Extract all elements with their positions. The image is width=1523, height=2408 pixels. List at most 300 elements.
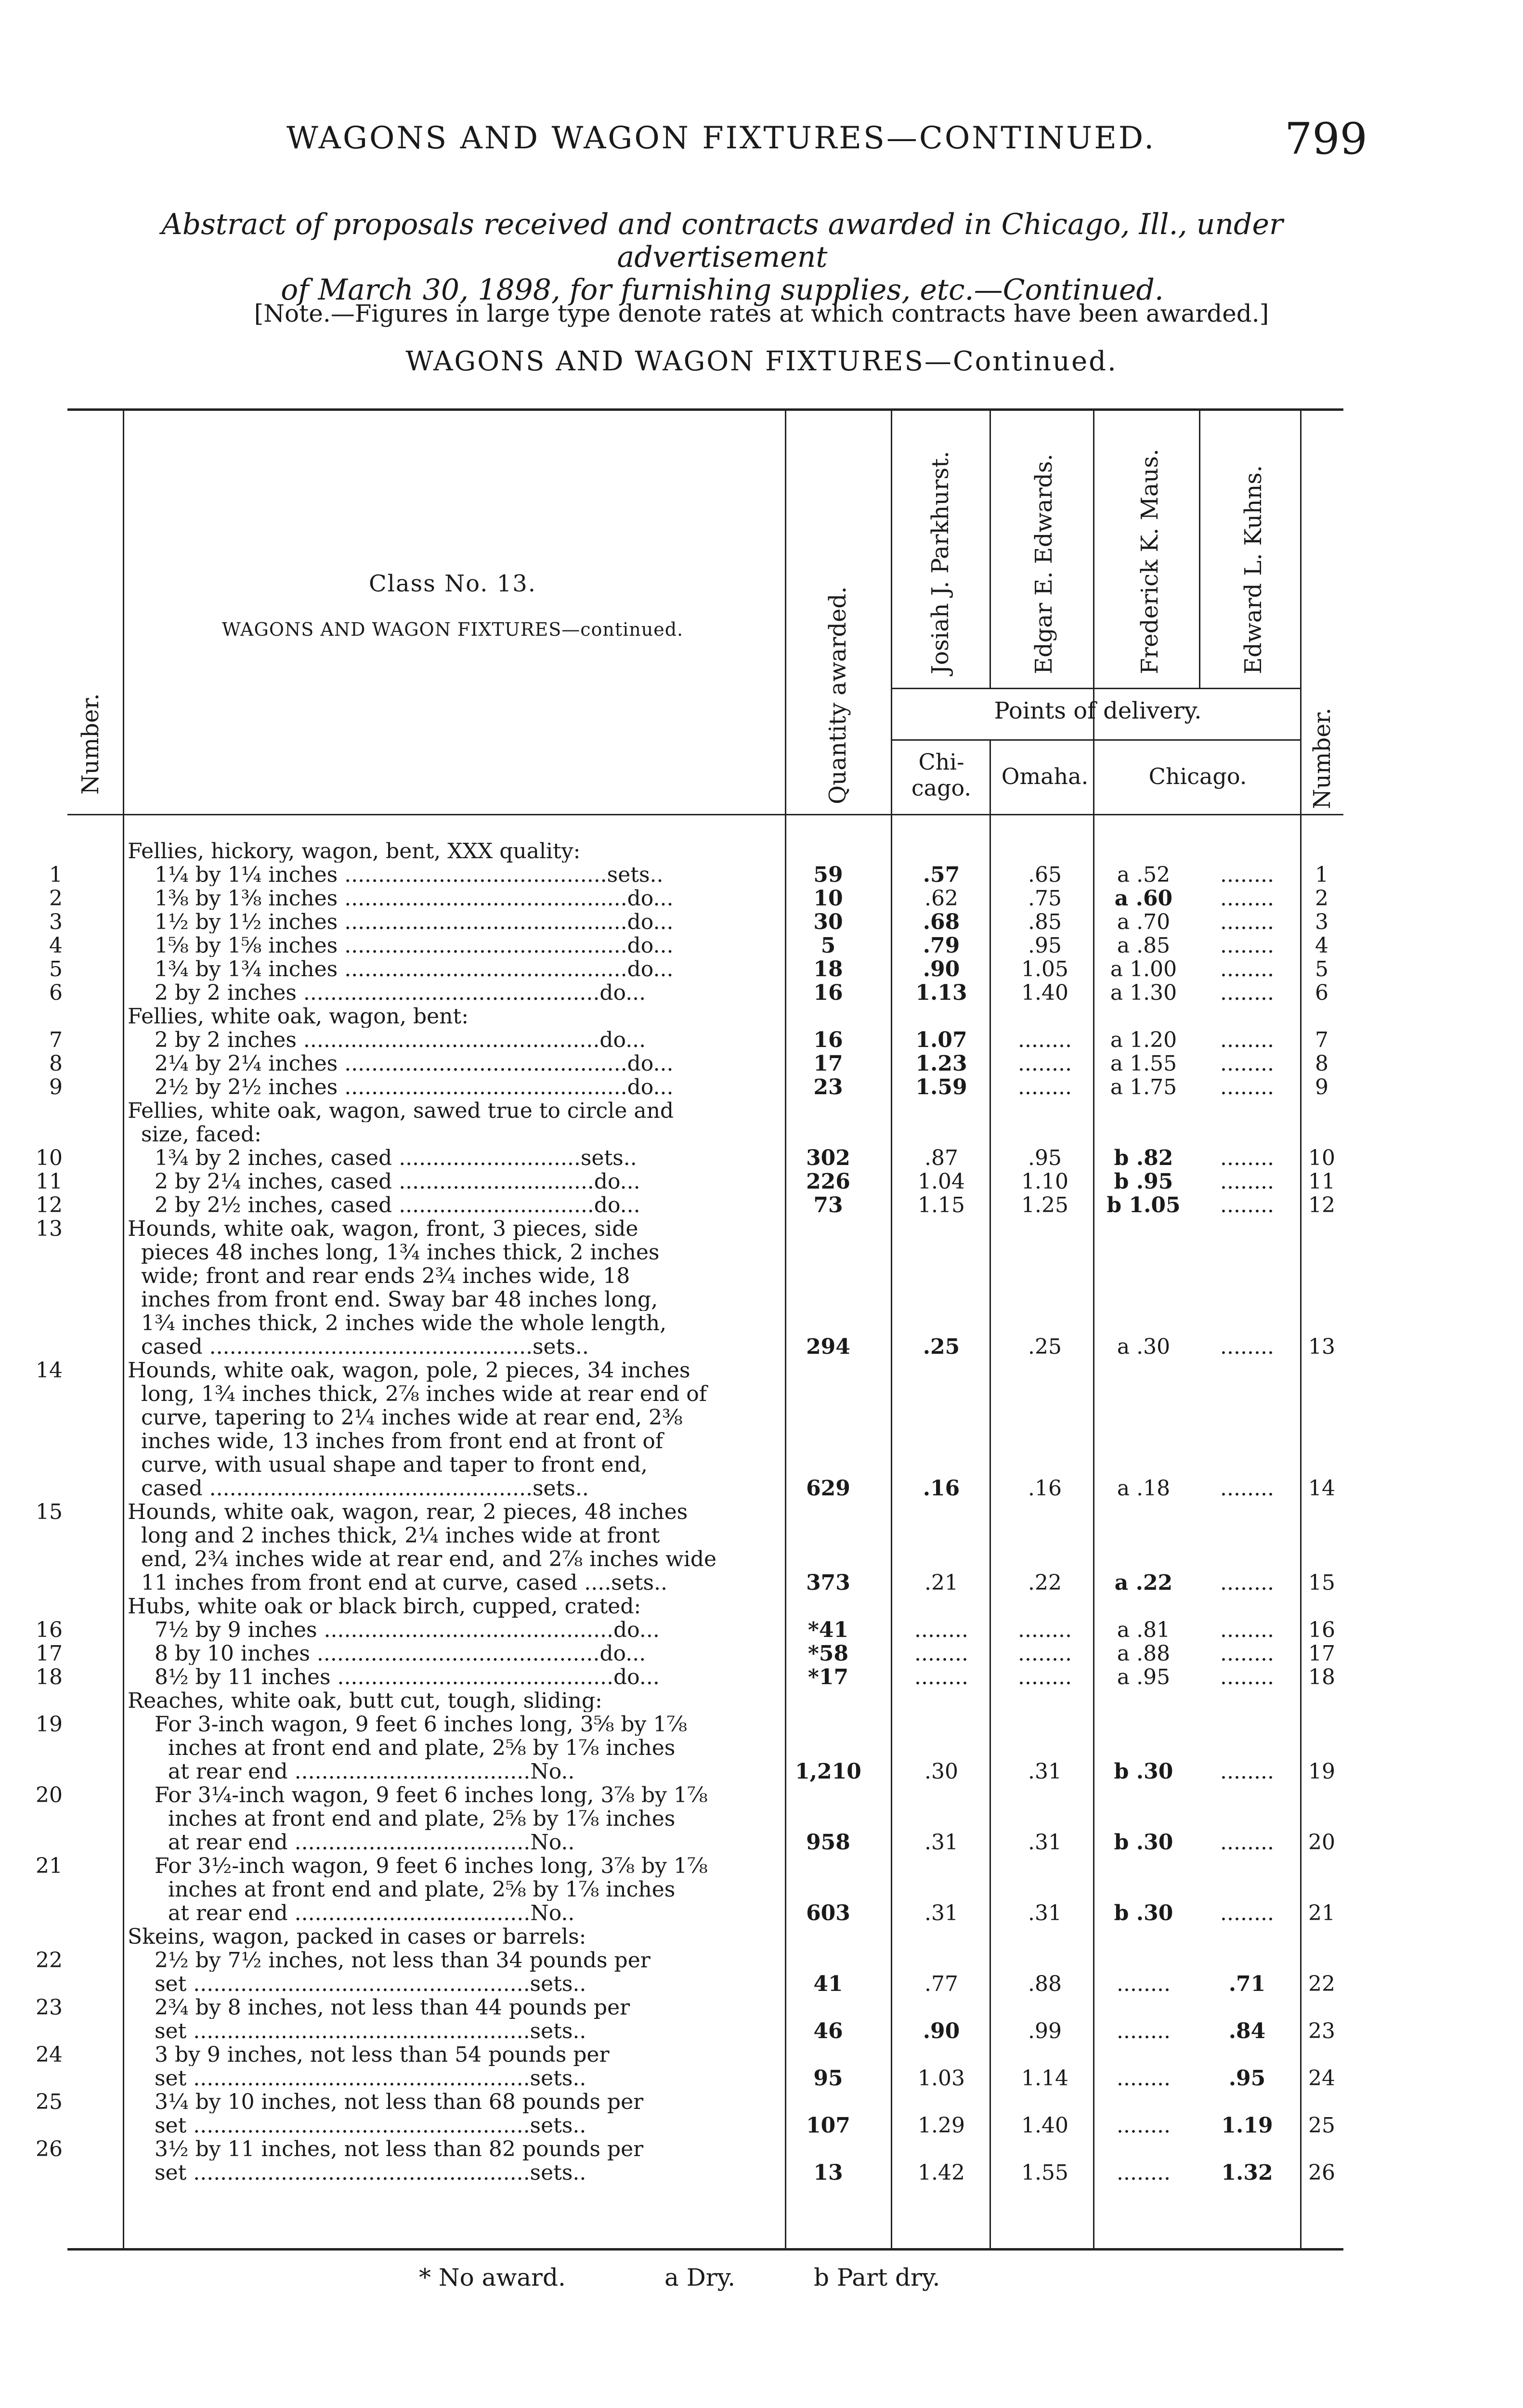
quantity-awarded: 629: [806, 1476, 850, 1501]
row-number: 26: [36, 2137, 63, 2161]
row-number: 21: [36, 1854, 63, 1878]
table-row: [0, 911, 1523, 933]
row-description: Hounds, white oak, wagon, rear, 2 pieces, 48 inches: [128, 1501, 688, 1523]
bid-parkhurst: 1.13: [915, 981, 967, 1005]
bid-maus: a .81: [1117, 1618, 1171, 1642]
quantity-label: Quantity awarded.: [824, 586, 851, 804]
footnote-no-award: * No award.: [419, 2264, 566, 2291]
bid-edwards: .16: [1028, 1476, 1062, 1501]
row-number-right: 12: [1308, 1193, 1335, 1217]
table-row: [0, 1147, 1523, 1169]
bid-edwards: .95: [1028, 933, 1062, 958]
row-description: inches at front end and plate, 2⅝ by 1⅞ inches: [128, 1879, 676, 1901]
quantity-awarded: 16: [813, 1028, 843, 1052]
table-row: [0, 2115, 1523, 2137]
section-title: WAGONS AND WAGON FIXTURES—Continued.: [405, 346, 1118, 377]
table-row: [0, 864, 1523, 886]
row-number-right: 15: [1308, 1570, 1335, 1595]
bid-parkhurst: .25: [923, 1335, 960, 1359]
row-description: wide; front and rear ends 2¾ inches wide, 18: [128, 1265, 630, 1287]
table-row: [0, 1997, 1523, 2019]
quantity-awarded: 73: [813, 1193, 843, 1217]
row-description: cased ................................................sets..: [128, 1336, 589, 1358]
table-row: [0, 1619, 1523, 1641]
bid-kuhns: 1.32: [1221, 2160, 1273, 2185]
page-number: 799: [1285, 114, 1367, 164]
delivery-chicago-1: Chi-cago.: [911, 749, 972, 801]
table-row: [0, 1596, 1523, 1618]
row-description: Fellies, white oak, wagon, sawed true to circle and: [128, 1100, 674, 1122]
row-description: 3 by 9 inches, not less than 54 pounds per: [128, 2044, 610, 2066]
bid-kuhns: ........: [1220, 1335, 1274, 1359]
bid-edwards: .31: [1028, 1901, 1062, 1925]
row-description: Fellies, white oak, wagon, bent:: [128, 1006, 469, 1028]
row-description: long and 2 inches thick, 2¼ inches wide at front: [128, 1525, 660, 1547]
row-description: Hounds, white oak, wagon, pole, 2 pieces, 34 inches: [128, 1360, 690, 1382]
table-row: [0, 1784, 1523, 1806]
row-description: 3¼ by 10 inches, not less than 68 pounds per: [128, 2091, 644, 2113]
quantity-awarded: 13: [813, 2160, 843, 2185]
bid-kuhns: ........: [1220, 1476, 1274, 1501]
row-number: 3: [49, 910, 63, 934]
row-description: at rear end ...................................No..: [128, 1832, 575, 1854]
table-row: [0, 1336, 1523, 1358]
table-row: [0, 1029, 1523, 1051]
class-subtitle: WAGONS AND WAGON FIXTURES—continued.: [221, 619, 684, 640]
row-number: 14: [36, 1358, 63, 1383]
abstract-heading: [87, 208, 1358, 306]
row-description: Fellies, hickory, wagon, bent, XXX quality:: [128, 840, 581, 863]
bid-kuhns: ........: [1220, 957, 1274, 982]
table-row: [0, 1289, 1523, 1311]
bid-kuhns: ........: [1220, 1570, 1274, 1595]
row-number: 16: [36, 1618, 63, 1642]
bid-edwards: .22: [1028, 1570, 1062, 1595]
row-description: 2½ by 7½ inches, not less than 34 pounds per: [128, 1950, 651, 1972]
row-number-right: 5: [1315, 957, 1328, 982]
bid-kuhns: ........: [1220, 1618, 1274, 1642]
row-number-right: 24: [1308, 2066, 1335, 2091]
quantity-awarded: *17: [807, 1665, 849, 1689]
table-row: [0, 1855, 1523, 1877]
quantity-awarded: 958: [806, 1830, 850, 1855]
quantity-awarded: 302: [806, 1146, 850, 1170]
points-of-delivery: Points of delivery.: [994, 697, 1202, 724]
table-row: [0, 1383, 1523, 1405]
bid-parkhurst: .77: [924, 1972, 958, 1996]
bid-kuhns: ........: [1220, 1051, 1274, 1076]
bid-kuhns: ........: [1220, 1641, 1274, 1666]
table-row: [0, 1053, 1523, 1075]
table-row: [0, 1407, 1523, 1429]
row-description: Hubs, white oak or black birch, cupped, crated:: [128, 1596, 641, 1618]
bidder-2: Edgar E. Edwards.: [1030, 454, 1057, 674]
row-description: Hounds, white oak, wagon, front, 3 pieces, side: [128, 1218, 638, 1240]
bid-maus: a .30: [1117, 1335, 1171, 1359]
row-number: 9: [49, 1075, 63, 1099]
row-description: 1¾ inches thick, 2 inches wide the whole length,: [128, 1312, 667, 1335]
bid-maus: a 1.30: [1110, 981, 1177, 1005]
row-number: 7: [49, 1028, 63, 1052]
bid-parkhurst: .31: [924, 1830, 958, 1855]
row-description: 1¼ by 1¼ inches .......................................sets..: [128, 864, 664, 886]
bid-edwards: ........: [1018, 1075, 1072, 1099]
row-number: 8: [49, 1051, 63, 1076]
bid-parkhurst: .16: [923, 1476, 960, 1501]
bid-edwards: .99: [1028, 2019, 1062, 2043]
row-number-right: 14: [1308, 1476, 1335, 1501]
row-description: inches from front end. Sway bar 48 inches long,: [128, 1289, 658, 1311]
table-row: [0, 1950, 1523, 1972]
bid-kuhns: 1.19: [1221, 2113, 1273, 2138]
table-row: [0, 982, 1523, 1004]
row-description: cased ................................................sets..: [128, 1478, 589, 1500]
row-number-right: 26: [1308, 2160, 1335, 2185]
bid-parkhurst: .79: [923, 933, 960, 958]
row-description: Skeins, wagon, packed in cases or barrels:: [128, 1926, 586, 1948]
row-number: 22: [36, 1948, 63, 1973]
bid-maus: a .88: [1117, 1641, 1171, 1666]
row-description: Reaches, white oak, butt cut, tough, sliding:: [128, 1690, 602, 1712]
quantity-awarded: 373: [806, 1570, 850, 1595]
row-number: 18: [36, 1665, 63, 1689]
bid-maus: a .95: [1117, 1665, 1171, 1689]
table-row: [0, 1808, 1523, 1830]
row-number: 24: [36, 2042, 63, 2067]
bid-parkhurst: .30: [924, 1759, 958, 1784]
bid-kuhns: .95: [1228, 2066, 1266, 2091]
quantity-awarded: 603: [806, 1901, 850, 1925]
table-row: [0, 1100, 1523, 1122]
row-number: 20: [36, 1783, 63, 1807]
quantity-awarded: 107: [806, 2113, 850, 2138]
table-row: [0, 1076, 1523, 1099]
row-description: set ..................................................sets..: [128, 2115, 586, 2137]
table-row: [0, 935, 1523, 957]
table-row: [0, 1430, 1523, 1453]
row-description: 2½ by 2½ inches ..........................................do...: [128, 1076, 674, 1099]
bid-edwards: ........: [1018, 1051, 1072, 1076]
footnote-part-dry: b Part dry.: [814, 2264, 940, 2291]
delivery-chicago-2: Chicago.: [1148, 763, 1247, 789]
row-description: end, 2¾ inches wide at rear end, and 2⅞ inches wide: [128, 1548, 717, 1570]
bid-kuhns: ........: [1220, 886, 1274, 911]
row-description: pieces 48 inches long, 1¾ inches thick, 2 inches: [128, 1242, 660, 1264]
bid-maus: a .22: [1114, 1570, 1173, 1595]
row-number-right: 6: [1315, 981, 1328, 1005]
bid-maus: ........: [1117, 2160, 1171, 2185]
row-number-right: 25: [1308, 2113, 1335, 2138]
row-description: 7½ by 9 inches ...........................................do...: [128, 1619, 660, 1641]
row-number-right: 20: [1308, 1830, 1335, 1855]
row-description: long, 1¾ inches thick, 2⅞ inches wide at rear end of: [128, 1383, 707, 1405]
bid-edwards: .25: [1028, 1335, 1062, 1359]
bid-maus: b .30: [1114, 1830, 1173, 1855]
bid-parkhurst: .57: [923, 863, 960, 887]
row-description: 2 by 2½ inches, cased .............................do...: [128, 1194, 640, 1217]
table-row: [0, 1454, 1523, 1476]
bid-edwards: ........: [1018, 1641, 1072, 1666]
bid-parkhurst: .31: [924, 1901, 958, 1925]
quantity-awarded: 294: [806, 1335, 850, 1359]
bid-edwards: .88: [1028, 1972, 1062, 1996]
row-number: 19: [36, 1712, 63, 1737]
footnote-dry: a Dry.: [664, 2264, 736, 2291]
bid-kuhns: ........: [1220, 910, 1274, 934]
bid-kuhns: ........: [1220, 1830, 1274, 1855]
table-row: [0, 1124, 1523, 1146]
bidder-1: Josiah J. Parkhurst.: [927, 451, 954, 674]
row-description: at rear end ...................................No..: [128, 1902, 575, 1924]
row-number-right: 10: [1308, 1146, 1335, 1170]
table-row: [0, 1690, 1523, 1712]
bid-edwards: 1.40: [1021, 981, 1068, 1005]
bid-maus: a 1.55: [1110, 1051, 1177, 1076]
bid-maus: a 1.00: [1110, 957, 1177, 982]
quantity-awarded: 226: [806, 1169, 850, 1194]
bid-parkhurst: 1.04: [918, 1169, 965, 1194]
row-description: 1½ by 1½ inches ..........................................do...: [128, 911, 674, 933]
row-description: curve, with usual shape and taper to front end,: [128, 1454, 648, 1476]
pod-sub-rule: [891, 739, 1300, 741]
row-description: set ..................................................sets..: [128, 2162, 586, 2184]
bid-kuhns: ........: [1220, 1665, 1274, 1689]
bid-parkhurst: .62: [924, 886, 958, 911]
bid-edwards: ........: [1018, 1028, 1072, 1052]
table-top-rule: [67, 408, 1343, 411]
quantity-awarded: 95: [813, 2066, 843, 2091]
bid-kuhns: ........: [1220, 1901, 1274, 1925]
bid-kuhns: ........: [1220, 863, 1274, 887]
bid-kuhns: ........: [1220, 1028, 1274, 1052]
pod-rule: [891, 688, 1300, 689]
row-description: 2 by 2 inches ............................................do...: [128, 1029, 646, 1051]
abstract-line-1: Abstract of proposals received and contracts awarded in Chicago, Ill., under advertisement: [161, 208, 1283, 274]
row-number-right: 19: [1308, 1759, 1335, 1784]
bid-edwards: 1.55: [1021, 2160, 1068, 2185]
row-number-right: 11: [1308, 1169, 1335, 1194]
bid-kuhns: ........: [1220, 1075, 1274, 1099]
bid-parkhurst: .90: [923, 2019, 960, 2043]
table-row: [0, 1501, 1523, 1523]
bid-edwards: .65: [1028, 863, 1062, 887]
class-title: Class No. 13.: [368, 570, 537, 597]
bid-parkhurst: 1.07: [915, 1028, 967, 1052]
table-row: [0, 2068, 1523, 2090]
table-row: [0, 1006, 1523, 1028]
bid-kuhns: ........: [1220, 1146, 1274, 1170]
bid-parkhurst: 1.03: [918, 2066, 965, 2091]
table-row: [0, 840, 1523, 863]
row-number: 2: [49, 886, 63, 911]
quantity-awarded: *41: [807, 1618, 849, 1642]
bid-parkhurst: 1.42: [918, 2160, 965, 2185]
row-description: inches wide, 13 inches from front end at front of: [128, 1430, 664, 1453]
table-row: [0, 1879, 1523, 1901]
bid-parkhurst: .21: [924, 1570, 958, 1595]
row-description: 1⅜ by 1⅜ inches ..........................................do...: [128, 888, 674, 910]
table-row: [0, 1242, 1523, 1264]
table-row: [0, 2162, 1523, 2184]
row-description: 3½ by 11 inches, not less than 82 pounds per: [128, 2138, 644, 2160]
row-number-right: 2: [1315, 886, 1328, 911]
table-row: [0, 1902, 1523, 1924]
row-description: 8 by 10 inches ..........................................do...: [128, 1643, 646, 1665]
bid-maus: a 1.75: [1110, 1075, 1177, 1099]
row-description: inches at front end and plate, 2⅝ by 1⅞ inches: [128, 1808, 676, 1830]
row-description: 1⅝ by 1⅝ inches ..........................................do...: [128, 935, 674, 957]
running-title: WAGONS AND WAGON FIXTURES—CONTINUED.: [286, 120, 1156, 156]
row-description: set ..................................................sets..: [128, 2068, 586, 2090]
bid-kuhns: .84: [1228, 2019, 1266, 2043]
bid-maus: b .82: [1114, 1146, 1173, 1170]
table-row: [0, 888, 1523, 910]
table-row: [0, 1171, 1523, 1193]
bid-maus: a .18: [1117, 1476, 1171, 1501]
bid-edwards: 1.14: [1021, 2066, 1068, 2091]
table-row: [0, 2138, 1523, 2160]
quantity-awarded: 41: [813, 1972, 843, 1996]
table-row: [0, 1643, 1523, 1665]
row-description: 2¼ by 2¼ inches ..........................................do...: [128, 1053, 674, 1075]
row-description: set ..................................................sets..: [128, 1973, 586, 1995]
bid-kuhns: ........: [1220, 1759, 1274, 1784]
table-row: [0, 1714, 1523, 1736]
bid-parkhurst: 1.15: [918, 1193, 965, 1217]
row-number: 12: [36, 1193, 63, 1217]
bid-edwards: .85: [1028, 910, 1062, 934]
bid-maus: ........: [1117, 2113, 1171, 2138]
quantity-awarded: 46: [813, 2019, 843, 2043]
table-row: [0, 1666, 1523, 1688]
quantity-awarded: 23: [813, 1075, 843, 1099]
row-description: curve, tapering to 2¼ inches wide at rear end, 2⅜: [128, 1407, 683, 1429]
table-row: [0, 1926, 1523, 1948]
row-number-right: 18: [1308, 1665, 1335, 1689]
abstract-line-2: of March 30, 1898, for furnishing supplies, etc.—Continued.: [281, 273, 1164, 307]
bid-maus: b .95: [1114, 1169, 1173, 1194]
row-number-right: 22: [1308, 1972, 1335, 1996]
row-number-right: 8: [1315, 1051, 1328, 1076]
table-bottom-rule: [67, 2248, 1343, 2251]
bid-maus: ........: [1117, 2019, 1171, 2043]
bid-kuhns: ........: [1220, 1169, 1274, 1194]
bid-edwards: .95: [1028, 1146, 1062, 1170]
bid-parkhurst: 1.23: [915, 1051, 967, 1076]
bid-maus: b 1.05: [1106, 1193, 1181, 1217]
bid-parkhurst: 1.29: [918, 2113, 965, 2138]
col-rule-b1: [989, 408, 991, 688]
bid-maus: a .85: [1117, 933, 1171, 958]
number-label-left: Number.: [77, 693, 104, 795]
table-row: [0, 1194, 1523, 1217]
row-description: For 3½-inch wagon, 9 feet 6 inches long, 3⅞ by 1⅞: [128, 1855, 708, 1877]
row-number: 23: [36, 1995, 63, 2020]
table-row: [0, 1761, 1523, 1783]
row-description: at rear end ...................................No..: [128, 1761, 575, 1783]
note-line: [Note.—Figures in large type denote rates at which contracts have been awarded.]: [254, 300, 1269, 327]
bid-edwards: ........: [1018, 1665, 1072, 1689]
table-row: [0, 1525, 1523, 1547]
row-number-right: 13: [1308, 1335, 1335, 1359]
bid-parkhurst: .68: [923, 910, 960, 934]
bid-parkhurst: ........: [914, 1641, 968, 1666]
table-row: [0, 2020, 1523, 2042]
bid-edwards: 1.40: [1021, 2113, 1068, 2138]
bid-kuhns: ........: [1220, 1193, 1274, 1217]
table-row: [0, 1572, 1523, 1594]
row-description: 8½ by 11 inches .........................................do...: [128, 1666, 660, 1688]
row-number-right: 23: [1308, 2019, 1335, 2043]
delivery-omaha: Omaha.: [1001, 763, 1089, 789]
table-row: [0, 1360, 1523, 1382]
bid-maus: b .30: [1114, 1759, 1173, 1784]
bid-maus: a .52: [1117, 863, 1171, 887]
row-number: 6: [49, 981, 63, 1005]
quantity-awarded: 16: [813, 981, 843, 1005]
row-number: 4: [49, 933, 63, 958]
quantity-awarded: 18: [813, 957, 843, 982]
bid-edwards: .75: [1028, 886, 1062, 911]
bid-edwards: 1.25: [1021, 1193, 1068, 1217]
row-number: 15: [36, 1500, 63, 1524]
row-number: 1: [49, 863, 63, 887]
table-row: [0, 2044, 1523, 2066]
table-row: [0, 1312, 1523, 1335]
bidder-4: Edward L. Kuhns.: [1240, 465, 1267, 674]
row-description: set ..................................................sets..: [128, 2020, 586, 2042]
row-number: 25: [36, 2090, 63, 2114]
table-row: [0, 1737, 1523, 1759]
row-number: 13: [36, 1217, 63, 1241]
table-row: [0, 1478, 1523, 1500]
row-number-right: 21: [1308, 1901, 1335, 1925]
row-number: 17: [36, 1641, 63, 1666]
row-number: 11: [36, 1169, 63, 1194]
bid-edwards: 1.05: [1021, 957, 1068, 982]
quantity-awarded: 17: [813, 1051, 843, 1076]
row-number-right: 3: [1315, 910, 1328, 934]
bid-maus: ........: [1117, 2066, 1171, 2091]
bid-parkhurst: 1.59: [915, 1075, 967, 1099]
row-description: size, faced:: [128, 1124, 262, 1146]
row-number-right: 1: [1315, 863, 1328, 887]
number-label-right: Number.: [1309, 707, 1336, 809]
bid-edwards: ........: [1018, 1618, 1072, 1642]
quantity-awarded: 59: [813, 863, 843, 887]
row-description: 2 by 2¼ inches, cased .............................do...: [128, 1171, 640, 1193]
quantity-awarded: 1,210: [795, 1759, 861, 1784]
table-row: [0, 1973, 1523, 1995]
bid-parkhurst: .90: [923, 957, 960, 982]
row-description: For 3¼-inch wagon, 9 feet 6 inches long, 3⅞ by 1⅞: [128, 1784, 708, 1806]
quantity-awarded: 5: [820, 933, 836, 958]
row-description: 11 inches from front end at curve, cased ....sets..: [128, 1572, 668, 1594]
table-row: [0, 1548, 1523, 1570]
table-row: [0, 1265, 1523, 1287]
bid-maus: a .70: [1117, 910, 1171, 934]
bid-edwards: 1.10: [1021, 1169, 1068, 1194]
bid-maus: a .60: [1114, 886, 1173, 911]
bid-edwards: .31: [1028, 1759, 1062, 1784]
row-number-right: 16: [1308, 1618, 1335, 1642]
col-rule-b3: [1199, 408, 1200, 688]
quantity-awarded: *58: [807, 1641, 849, 1666]
row-number: 5: [49, 957, 63, 982]
quantity-awarded: 30: [813, 910, 843, 934]
row-number-right: 9: [1315, 1075, 1328, 1099]
row-number-right: 4: [1315, 933, 1328, 958]
